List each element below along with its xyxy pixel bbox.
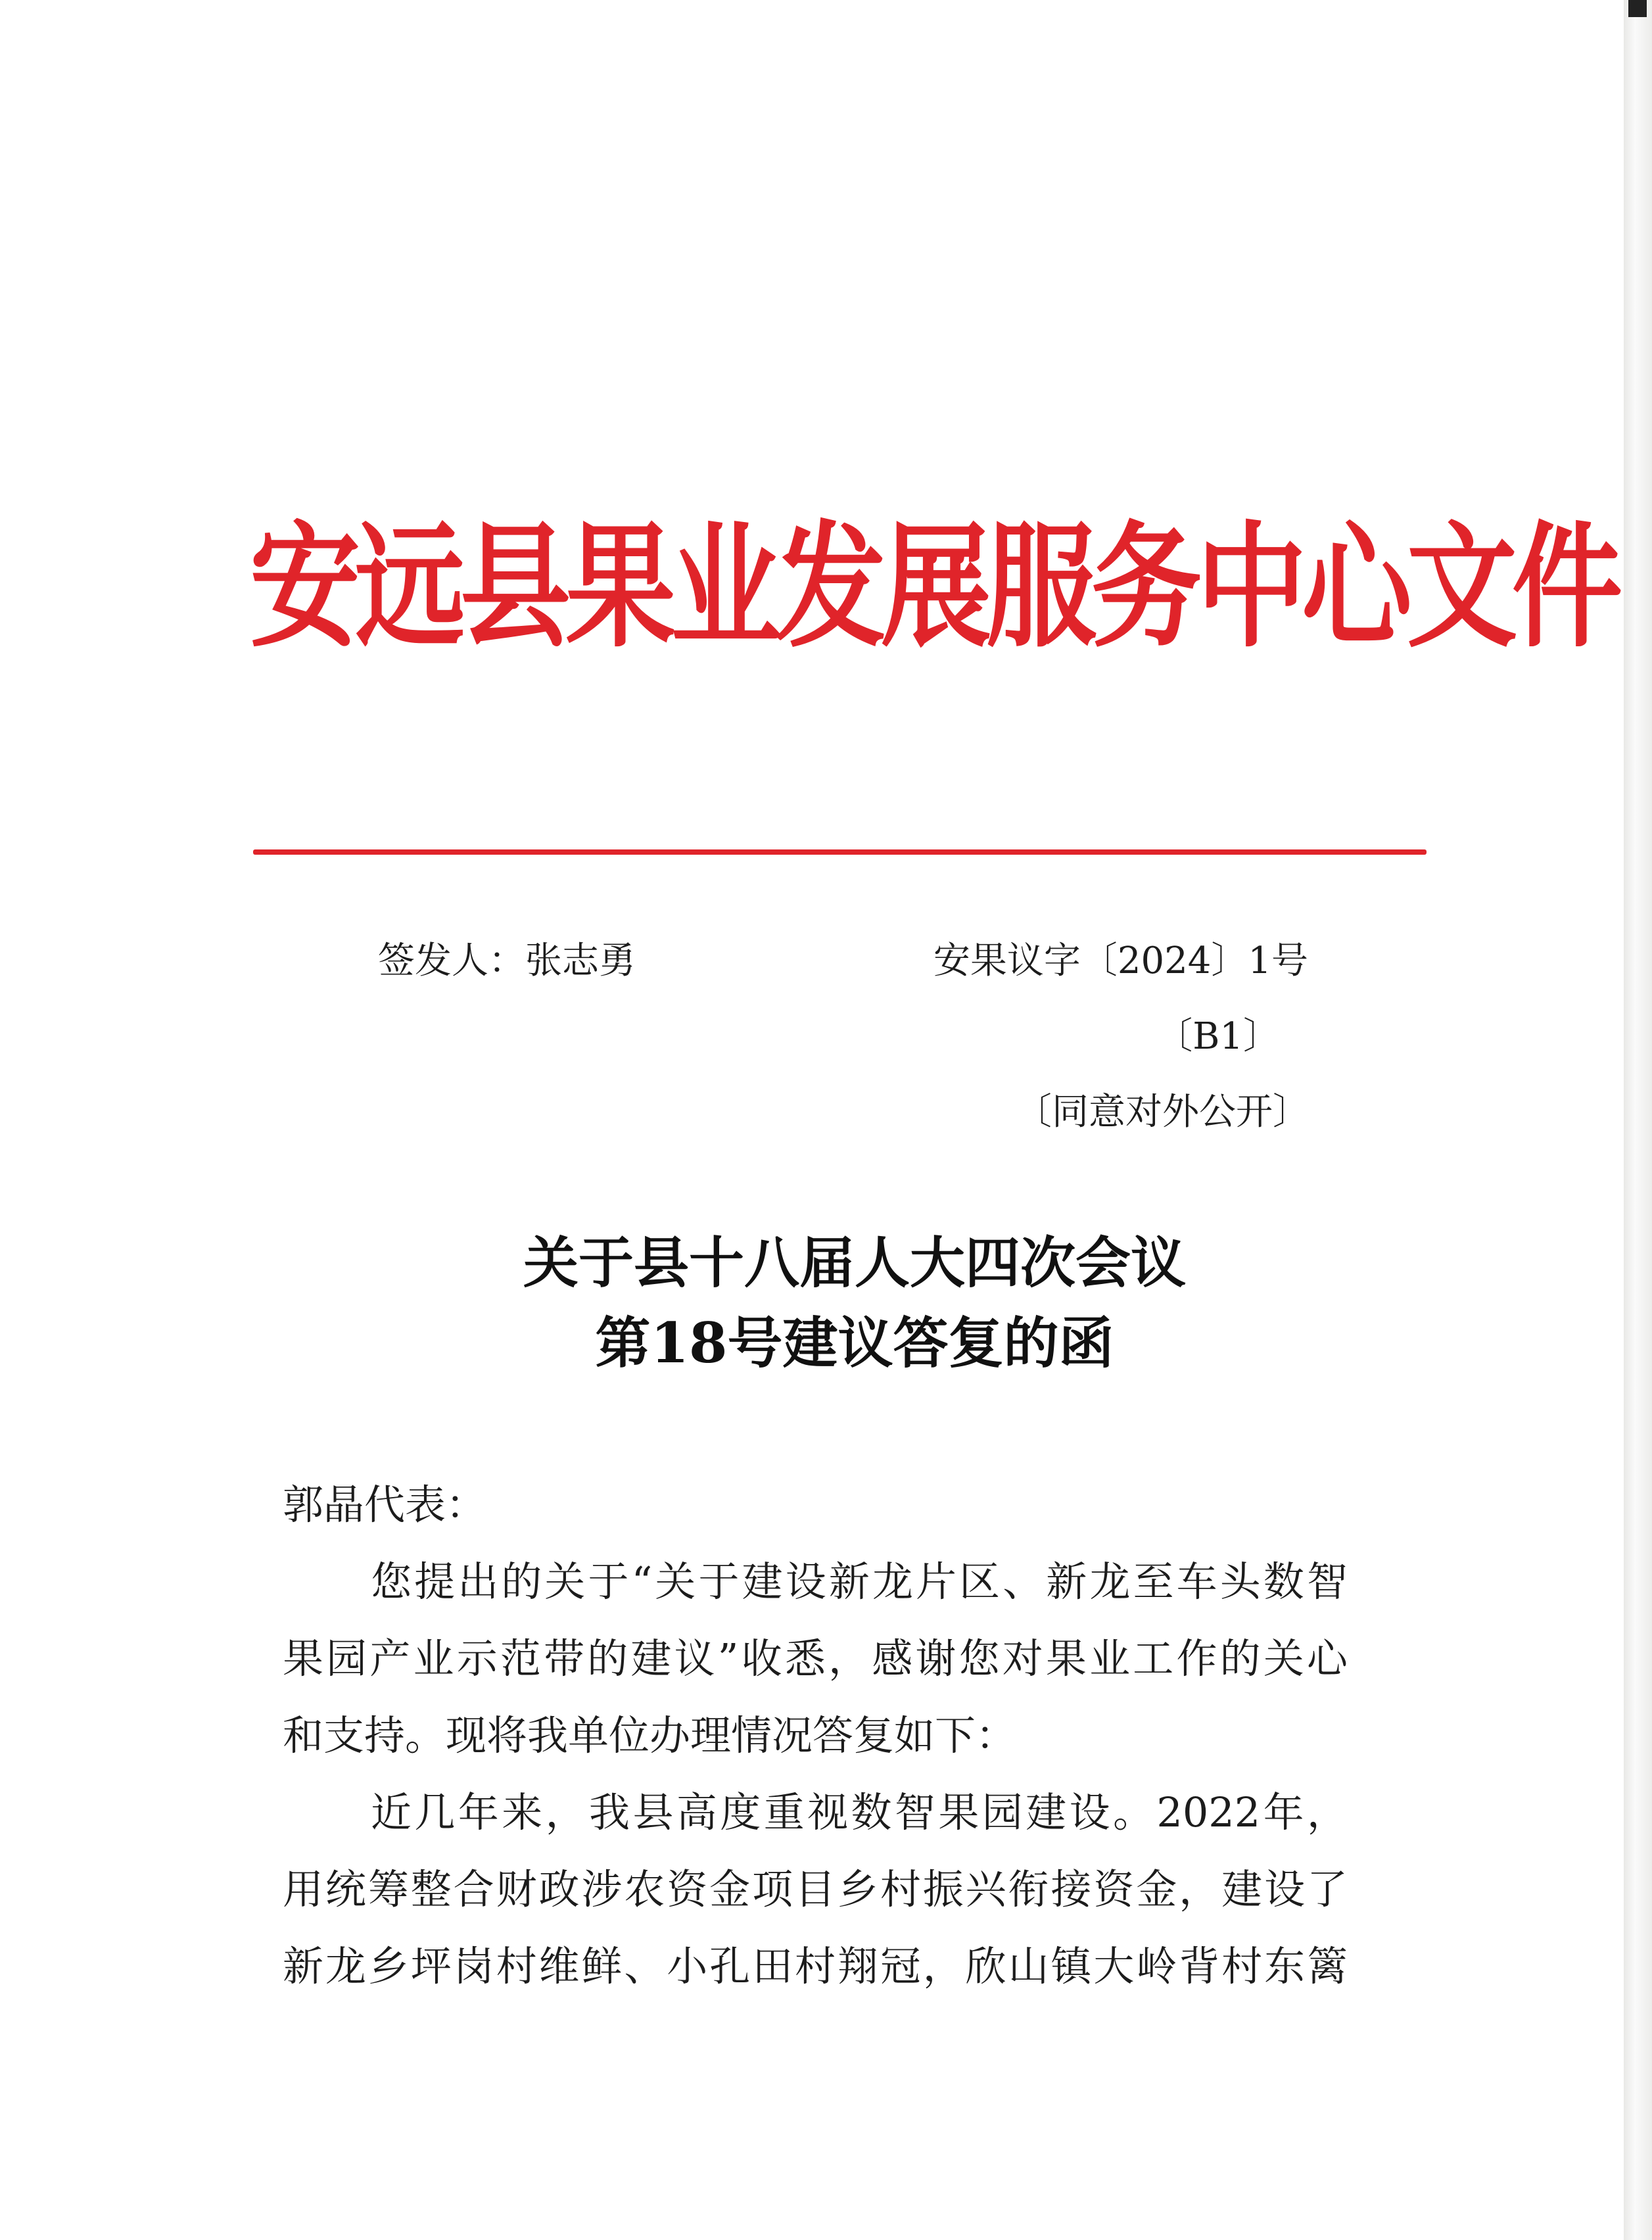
document-body [283, 1466, 1348, 2005]
document-category: 〔B1〕 [1156, 1015, 1280, 1058]
disclosure-status: 〔同意对外公开〕 [1015, 1091, 1310, 1133]
corner-mark [1628, 0, 1647, 17]
body-line: 近几年来，我县高度重视数智果园建设。2022年， [371, 1788, 1348, 1836]
salutation: 郭晶代表： [283, 1481, 487, 1529]
document-title [263, 1223, 1446, 1383]
body-line: 新龙乡坪岗村维鲜、小孔田村翔冠，欣山镇大岭背村东篱 [283, 1942, 1348, 1990]
title-line-2: 第18号建议答复的函 [595, 1310, 1114, 1375]
body-line: 果园产业示范带的建议”收悉，感谢您对果业工作的关心 [283, 1634, 1348, 1682]
signer: 签发人：张志勇 [378, 940, 636, 982]
body-line: 和支持。现将我单位办理情况答复如下： [283, 1711, 1017, 1759]
title-line-1: 关于县十八届人大四次会议 [523, 1230, 1186, 1295]
body-line: 您提出的关于“关于建设新龙片区、新龙至车头数智 [371, 1558, 1348, 1606]
document-number: 安果议字〔2024〕1号 [933, 940, 1308, 982]
red-separator-line [253, 849, 1427, 855]
paper-edge [1624, 0, 1652, 2240]
body-line: 用统筹整合财政涉农资金项目乡村振兴衔接资金，建设了 [283, 1865, 1348, 1913]
masthead-title: 安远县果业发展服务中心文件 [250, 507, 1617, 666]
